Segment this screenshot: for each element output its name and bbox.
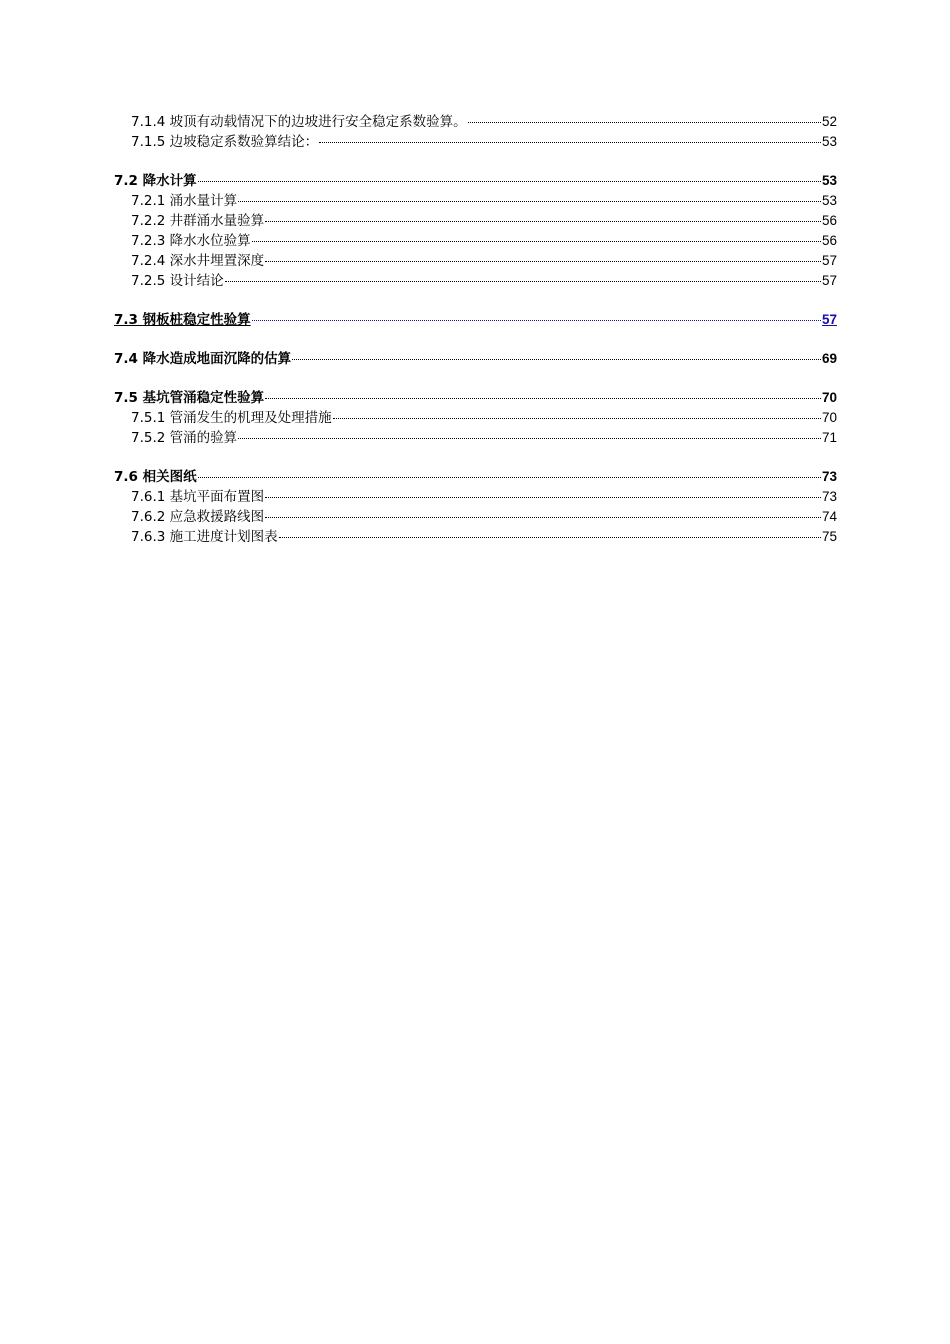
toc-page-number: 73 [821, 469, 837, 484]
toc-page-number: 73 [821, 489, 837, 504]
toc-page-number: 70 [821, 390, 837, 405]
toc-dot-leader [333, 416, 821, 419]
toc-entry-title: 7.2 降水计算 [114, 173, 197, 189]
toc-dot-leader [292, 357, 821, 360]
toc-entry-7-5-2[interactable] [114, 428, 837, 448]
toc-dot-leader [265, 219, 821, 222]
toc-dot-leader [198, 475, 821, 478]
toc-dot-leader [265, 396, 821, 399]
toc-entry-title: 7.6.2 应急救援路线图 [131, 509, 265, 525]
toc-page-number: 56 [821, 213, 837, 228]
toc-entry-title: 7.6.1 基坑平面布置图 [131, 489, 265, 505]
toc-page-number: 53 [821, 173, 837, 188]
toc-dot-leader [252, 239, 821, 242]
table-of-contents [114, 112, 837, 547]
toc-entry-title: 7.4 降水造成地面沉降的估算 [114, 351, 292, 367]
toc-page-number: 53 [821, 193, 837, 208]
toc-dot-leader [225, 279, 821, 282]
toc-entry-title: 7.5.1 管涌发生的机理及处理措施 [131, 410, 332, 426]
toc-dot-leader [238, 436, 821, 439]
toc-entry-title: 7.3 钢板桩稳定性验算 [114, 312, 251, 328]
toc-entry-title: 7.2.5 设计结论 [131, 273, 224, 289]
toc-page-number: 56 [821, 233, 837, 248]
toc-entry-title: 7.2.3 降水水位验算 [131, 233, 251, 249]
toc-entry-7-6[interactable] [114, 467, 837, 487]
toc-page-number: 57 [821, 273, 837, 288]
toc-entry-title: 7.2.4 深水井埋置深度 [131, 253, 265, 269]
toc-entry-7-2-1[interactable] [114, 191, 837, 211]
toc-entry-7-2-5[interactable] [114, 271, 837, 291]
toc-page-number: 70 [821, 410, 837, 425]
toc-entry-7-5-1[interactable] [114, 408, 837, 428]
toc-page-number: 69 [821, 351, 837, 366]
toc-entry-title: 7.6 相关图纸 [114, 469, 197, 485]
toc-dot-leader [265, 495, 821, 498]
toc-entry-7-2-2[interactable] [114, 211, 837, 231]
toc-entry-7-4[interactable] [114, 349, 837, 369]
toc-page-number: 53 [821, 134, 837, 149]
toc-entry-7-3[interactable] [114, 310, 837, 330]
toc-entry-7-1-5[interactable] [114, 132, 837, 152]
toc-entry-7-2-3[interactable] [114, 231, 837, 251]
toc-page-number: 74 [821, 509, 837, 524]
toc-entry-title: 7.2.1 涌水量计算 [131, 193, 238, 209]
toc-entry-7-2[interactable] [114, 171, 837, 191]
toc-page-number: 57 [821, 312, 837, 327]
toc-entry-title: 7.6.3 施工进度计划图表 [131, 529, 278, 545]
toc-dot-leader [265, 259, 821, 262]
toc-dot-leader [252, 318, 821, 321]
toc-page-number: 52 [821, 114, 837, 129]
toc-entry-title: 7.1.4 坡顶有动载情况下的边坡进行安全稳定系数验算。 [131, 114, 467, 130]
toc-entry-title: 7.2.2 井群涌水量验算 [131, 213, 265, 229]
toc-entry-7-6-3[interactable] [114, 527, 837, 547]
toc-entry-title: 7.5 基坑管涌稳定性验算 [114, 390, 265, 406]
toc-entry-7-2-4[interactable] [114, 251, 837, 271]
toc-entry-7-5[interactable] [114, 388, 837, 408]
toc-entry-7-6-1[interactable] [114, 487, 837, 507]
toc-entry-title: 7.1.5 边坡稳定系数验算结论： [131, 134, 319, 150]
toc-page-number: 75 [821, 529, 837, 544]
toc-page-number: 71 [821, 430, 837, 445]
toc-entry-title: 7.5.2 管涌的验算 [131, 430, 238, 446]
toc-entry-7-6-2[interactable] [114, 507, 837, 527]
toc-dot-leader [468, 120, 821, 123]
toc-page-number: 57 [821, 253, 837, 268]
toc-dot-leader [279, 535, 821, 538]
toc-entry-7-1-4[interactable] [114, 112, 837, 132]
toc-dot-leader [238, 199, 821, 202]
toc-dot-leader [265, 515, 821, 518]
toc-dot-leader [198, 179, 821, 182]
toc-dot-leader [319, 140, 821, 143]
